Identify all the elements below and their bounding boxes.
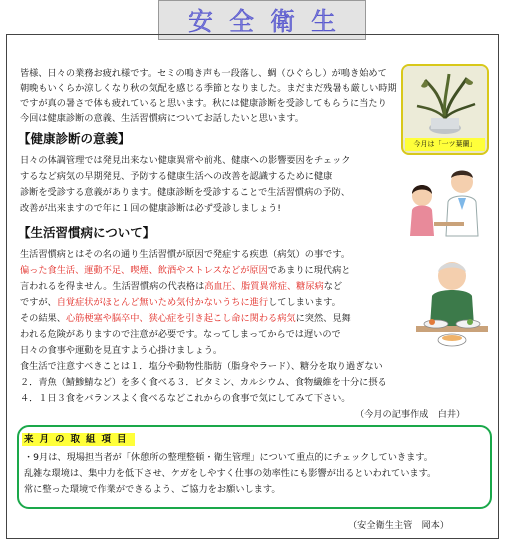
box-line: ・9月は、現場担当者が「休憩所の整理整頓・衛生管理」について重点的にチェックしていきます。 xyxy=(24,452,433,463)
intro-line: 皆様、日々の業務お疲れ様です。セミの鳴き声も一段落し、蜩（ひぐらし）が鳴き始めて xyxy=(20,68,387,79)
intro-line: ですが真の暑さで体も疲れていると思います。秋には健康診断を受診してもらうに当たり xyxy=(20,98,387,109)
section-heading: 【生活習慣病について】 xyxy=(18,225,156,240)
red-text: 自覚症状がほとんど無いため気付かないうちに進行 xyxy=(56,297,269,308)
section1-line: するなど病気の早期発見、予防する健康生活への改善を認識するために健康 xyxy=(20,171,333,182)
section2-line: 食生活で注意すべきことは１．塩分や動物性脂肪（脂身やラード）、糖分を取り過ぎない xyxy=(20,361,383,372)
section2-line: ２．青魚（鯖鯵鯖など）を多く食べる３．ビタミン、カルシウム、食物繊維を十分に摂る xyxy=(20,377,387,388)
box-line: 常に整った環境で作業ができるよう、ご協力をお願いします。 xyxy=(24,484,281,495)
section2-line: われる危険がありますので注意が必要です。なってしまってからでは遅いので xyxy=(20,329,341,340)
section-heading: 【健康診断の意義】 xyxy=(18,131,131,146)
section1-line: 日々の体調管理では発見出来ない健康異常や前兆、健康への影響要因をチェック xyxy=(20,155,351,166)
box-title: 来月の取組項目 xyxy=(24,434,133,445)
doctor-illustration xyxy=(406,166,492,240)
section2-line: 言われるを得ません。生活習慣病の代表格は高血圧、脂質異常症、糖尿病など xyxy=(20,281,343,292)
plant-photo xyxy=(401,64,489,155)
red-text: 心筋梗塞や脳卒中、狭心症を引き起こし命に関わる病気 xyxy=(65,313,296,324)
section2-line: 偏った食生活、運動不足、喫煙、飲酒やストレスなどが原因であまりに現代病と xyxy=(20,265,351,276)
section2-line: ですが、自覚症状がほとんど無いため気付かないうちに進行してしまいます。 xyxy=(20,297,341,308)
elderly-eating-illustration xyxy=(412,256,492,352)
section2-line: その結果、心筋梗塞や脳卒中、狭心症を引き起こし命に関わる病気に突然、見舞 xyxy=(20,313,351,324)
section2-line: 日々の食事や運動を見直すよう心掛けましょう。 xyxy=(20,345,223,356)
page-title: 安全衛生 xyxy=(187,7,352,36)
plant-icon xyxy=(403,66,487,140)
red-text: 偏った食生活、運動不足、喫煙、飲酒やストレスなどが原因 xyxy=(20,265,268,276)
intro-line: 今回は健康診断の意義、生活習慣病についてお話したいと思います。 xyxy=(20,113,304,124)
signature: （安全衛生主管 岡本） xyxy=(348,520,450,531)
box-line: 乱雑な環境は、集中力を低下させ、ケガをしやすく仕事の効率性にも影響が出るといわれています。 xyxy=(24,468,437,479)
section2-line: 生活習慣病とはその名の通り生活習慣が原因で発症する疾患（病気）の事です。 xyxy=(20,249,351,260)
article-credit: （今月の記事作成 白井） xyxy=(355,409,466,420)
section2-line: ４．１日３食をバランスよく食べるなどこれからの食事で気にしてみて下さい。 xyxy=(20,393,351,404)
section1-line: 改善が出来ますので年に１回の健康診断は必ず受診しましょう! xyxy=(20,203,281,214)
section1-line: 診断を受診する意義があります。健康診断を受診することで生活習慣病の予防、 xyxy=(20,187,351,198)
intro-line: 朝晩もいくらか涼しくなり秋の気配を感じる季節となりました。まだまだ残暑も厳しい時期 xyxy=(20,83,397,94)
photo-caption: 今月は「一ツ葉蘭」 xyxy=(405,138,485,151)
red-text: 高血圧、脂質異常症、糖尿病 xyxy=(204,281,324,292)
